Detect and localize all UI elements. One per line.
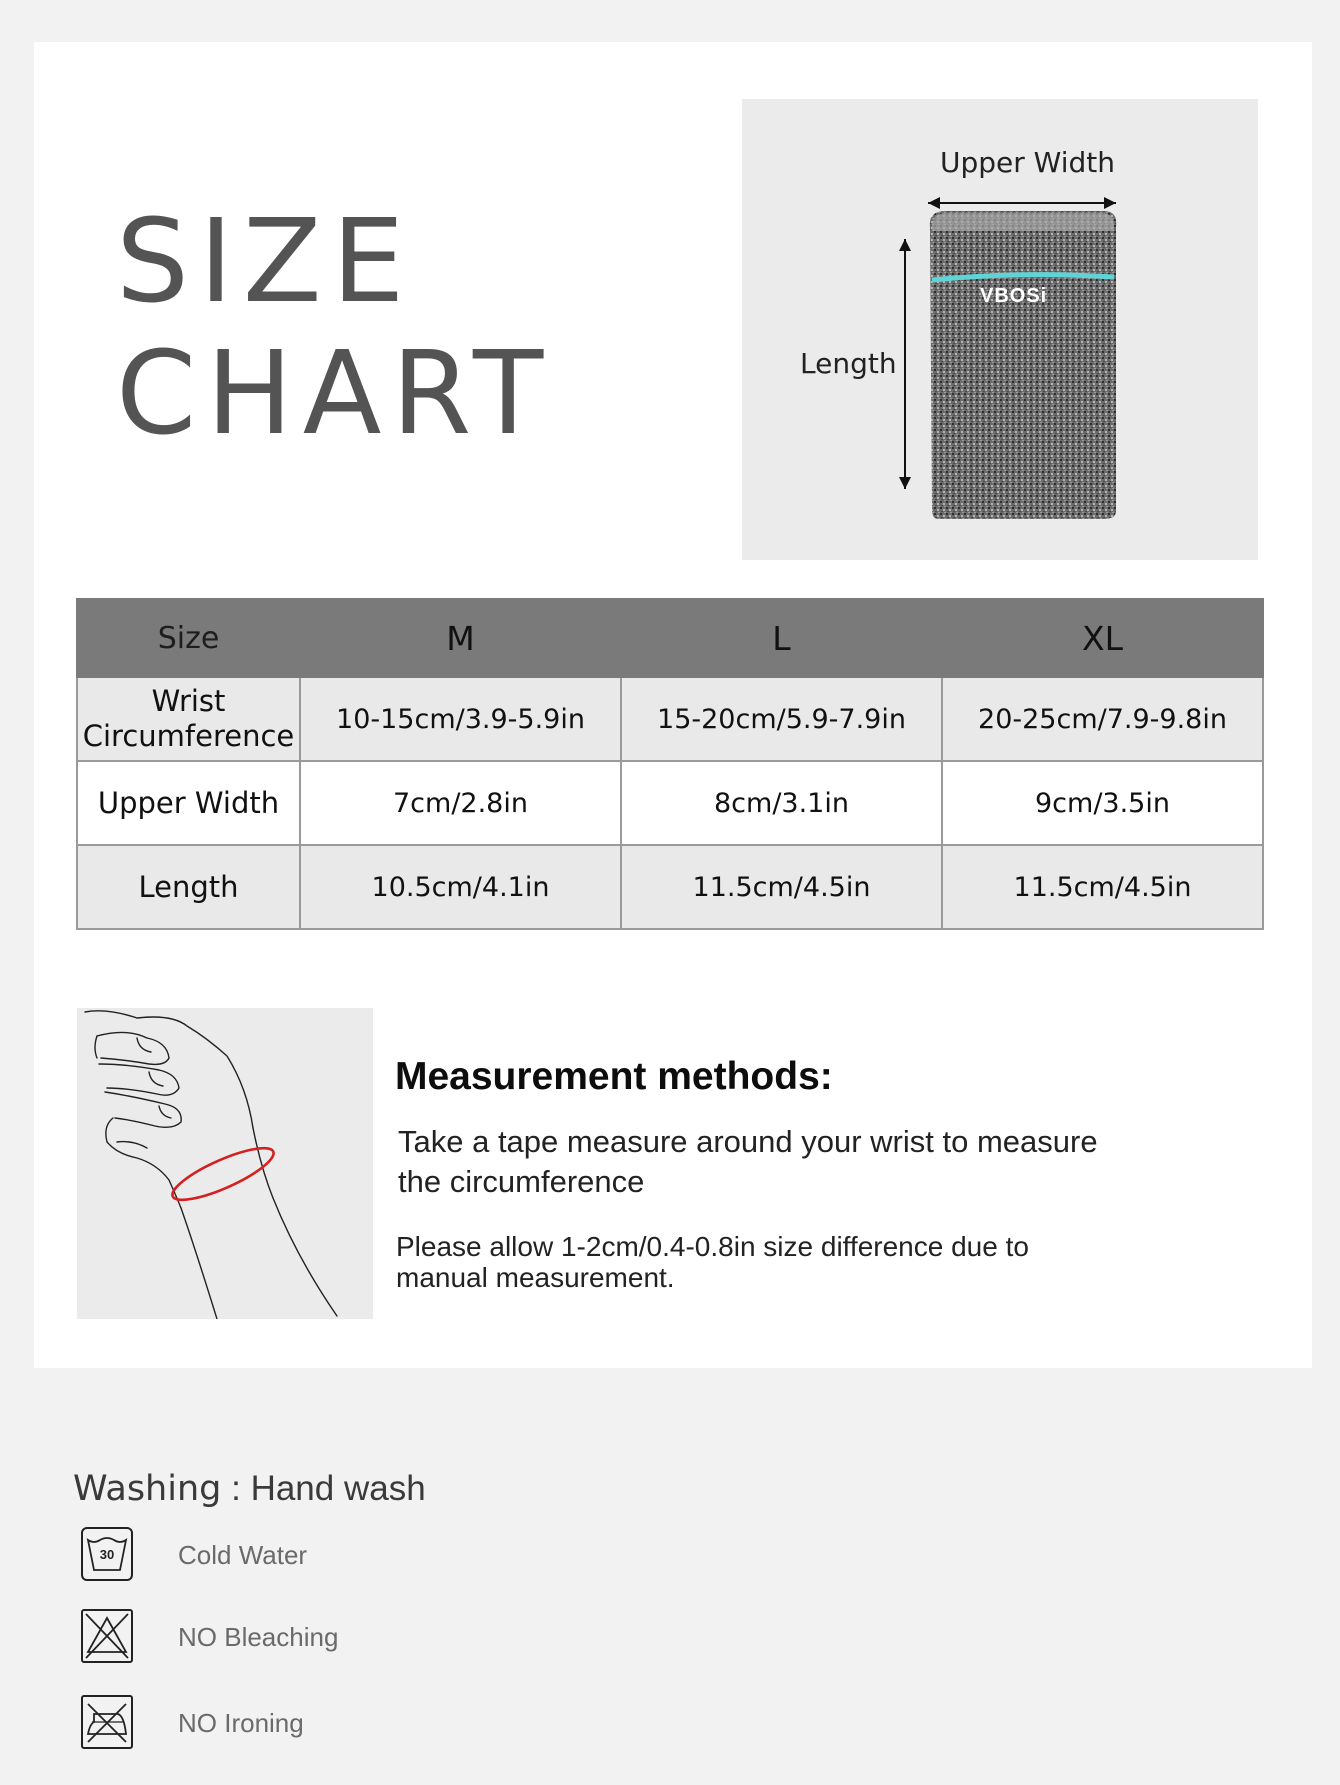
page-title	[116, 196, 553, 460]
measurement-title: Measurement methods:	[395, 1055, 833, 1098]
no-bleach-icon	[80, 1608, 136, 1664]
measurement-instruction: Take a tape measure around your wrist to measure the circumference	[398, 1124, 1098, 1199]
care-label: NO Ironing	[178, 1708, 304, 1738]
wrist-measure-illustration	[77, 1008, 373, 1319]
header-l: L	[621, 599, 942, 677]
table-header-row	[77, 599, 1263, 677]
row-label-line-1: Wrist	[151, 684, 226, 718]
table-row	[77, 677, 1263, 761]
table-cell: 20-25cm/7.9-9.8in	[942, 677, 1263, 761]
wristband-body	[930, 211, 1116, 519]
header-size: Size	[77, 599, 300, 677]
row-label-line-2: Circumference	[82, 719, 295, 753]
title-line-1: SIZE	[116, 195, 415, 329]
product-diagram	[742, 99, 1258, 560]
measurement-note: Please allow 1-2cm/0.4-0.8in size difference due to manual measurement.	[396, 1231, 1029, 1293]
svg-text:30: 30	[99, 1547, 115, 1562]
washing-separator: :	[231, 1469, 241, 1508]
table-cell: 8cm/3.1in	[621, 761, 942, 845]
table-cell: 10-15cm/3.9-5.9in	[300, 677, 621, 761]
row-label-length: Length	[77, 845, 300, 929]
upper-width-label: Upper Width	[940, 146, 1116, 179]
care-label: NO Bleaching	[178, 1622, 339, 1652]
header-m: M	[300, 599, 621, 677]
tape-measure-loop	[167, 1139, 279, 1209]
table-cell: 7cm/2.8in	[300, 761, 621, 845]
no-iron-icon	[80, 1694, 136, 1750]
title-line-2: CHART	[116, 327, 554, 461]
table-cell: 9cm/3.5in	[942, 761, 1263, 845]
care-label: Cold Water	[178, 1540, 308, 1570]
washing-value: Hand wash	[250, 1469, 426, 1508]
table-cell: 15-20cm/5.9-7.9in	[621, 677, 942, 761]
table-row	[77, 761, 1263, 845]
table-cell: 11.5cm/4.5in	[942, 845, 1263, 929]
header-xl: XL	[942, 599, 1263, 677]
table-row	[77, 845, 1263, 929]
brand-logo: VBOSi	[980, 285, 1048, 307]
row-label-upper-width: Upper Width	[77, 761, 300, 845]
length-label: Length	[800, 347, 897, 380]
wash-30-icon	[80, 1526, 136, 1582]
care-item-no-bleaching	[80, 1608, 580, 1668]
table-cell: 10.5cm/4.1in	[300, 845, 621, 929]
size-table	[76, 598, 1264, 930]
row-label-wrist-circumference	[77, 677, 300, 761]
washing-heading	[73, 1469, 426, 1509]
care-item-no-ironing	[80, 1694, 580, 1754]
washing-key: Washing	[73, 1469, 222, 1509]
table-cell: 11.5cm/4.5in	[621, 845, 942, 929]
hand-icon	[77, 1008, 373, 1319]
care-item-cold-water	[80, 1526, 580, 1586]
